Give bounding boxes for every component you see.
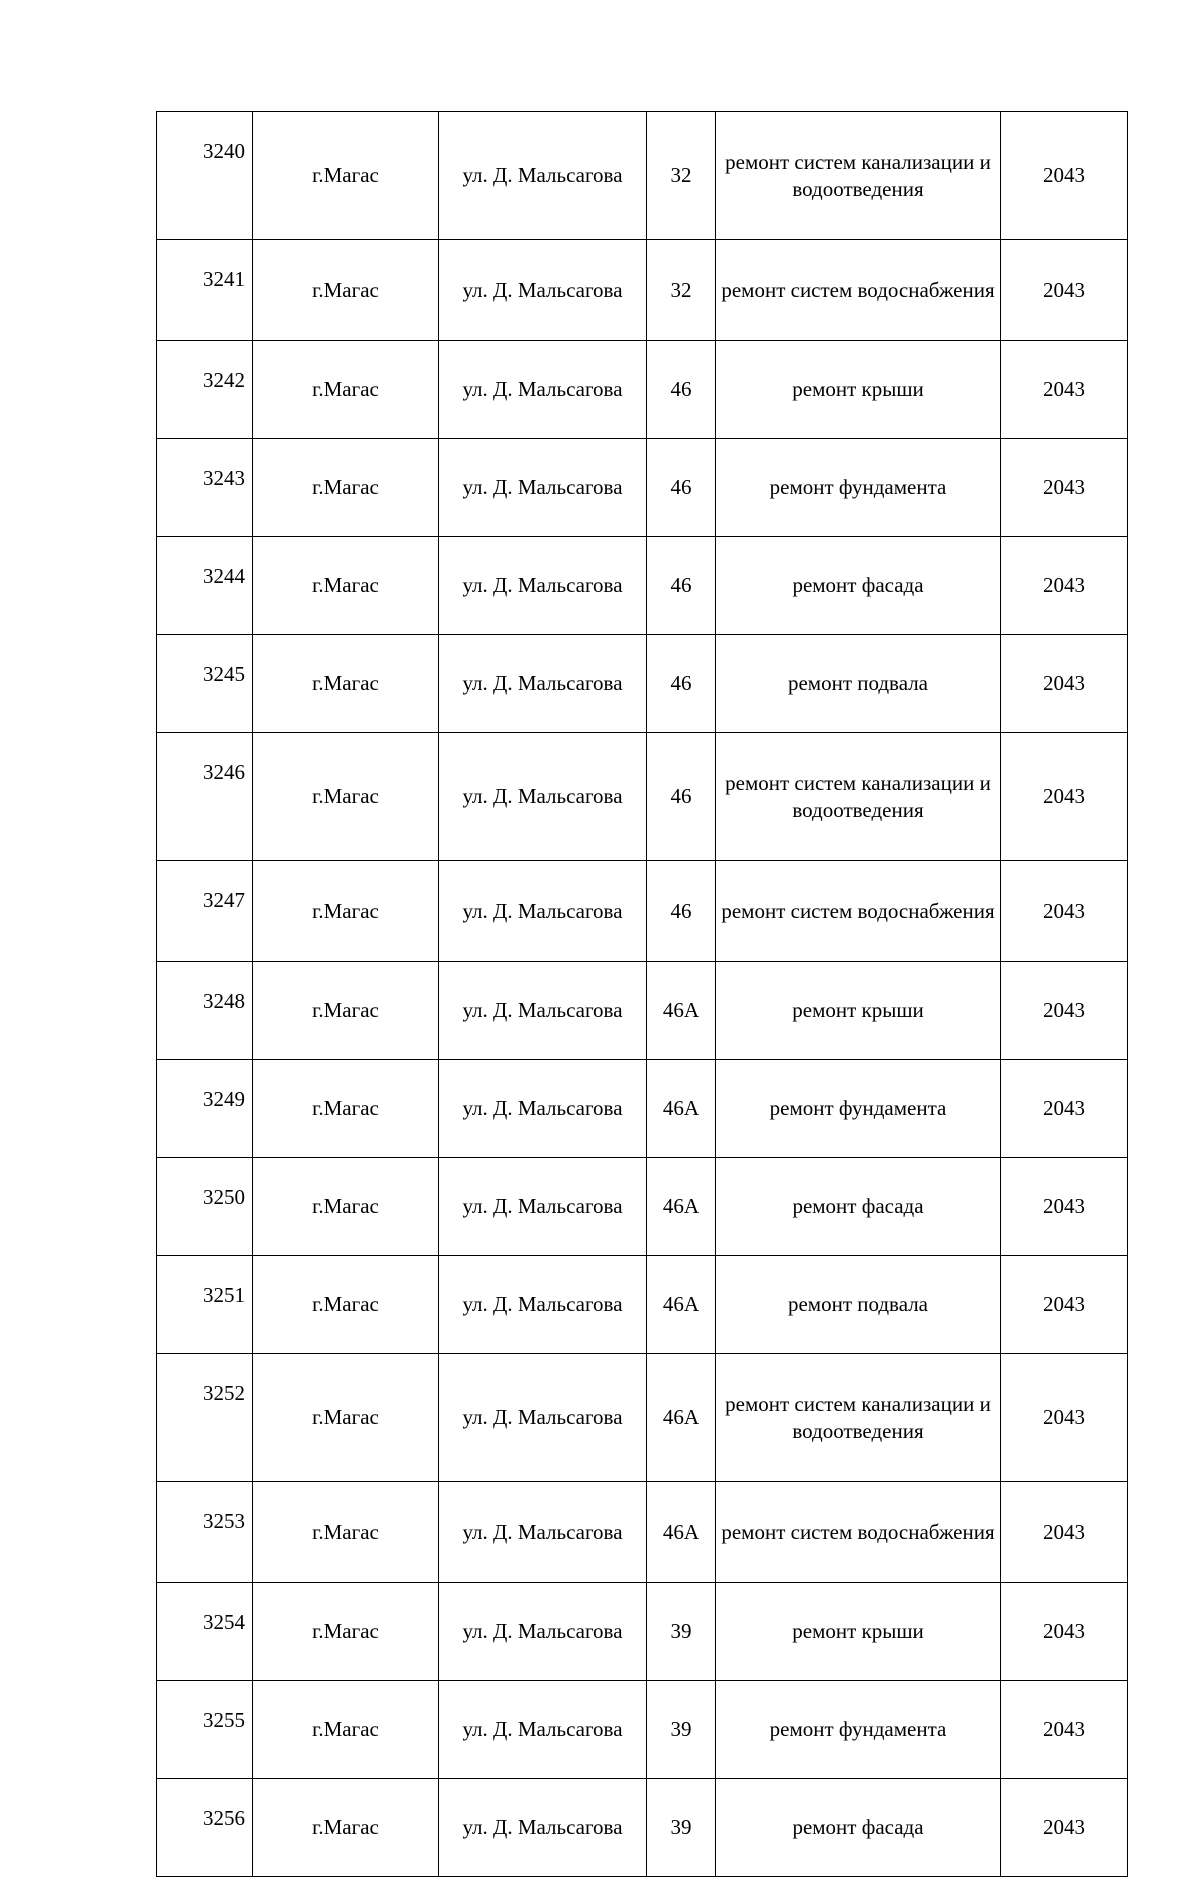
table-row xyxy=(157,1354,1128,1482)
work-type-cell: ремонт подвала xyxy=(716,635,1001,733)
city-cell: г.Магас xyxy=(253,1354,439,1482)
table-body xyxy=(157,112,1128,1877)
year-cell: 2043 xyxy=(1001,962,1128,1060)
row-number-cell: 3244 xyxy=(157,537,253,635)
street-cell: ул. Д. Мальсагова xyxy=(439,439,647,537)
repair-schedule-table xyxy=(156,111,1128,1877)
city-cell: г.Магас xyxy=(253,1583,439,1681)
house-number-cell: 46А xyxy=(647,1354,716,1482)
street-cell: ул. Д. Мальсагова xyxy=(439,1482,647,1583)
row-number-cell: 3256 xyxy=(157,1779,253,1877)
work-type-cell: ремонт фасада xyxy=(716,537,1001,635)
year-cell: 2043 xyxy=(1001,341,1128,439)
city-cell: г.Магас xyxy=(253,1256,439,1354)
work-type-cell: ремонт систем водоснабжения xyxy=(716,240,1001,341)
row-number-cell: 3246 xyxy=(157,733,253,861)
row-number-cell: 3247 xyxy=(157,861,253,962)
table-row xyxy=(157,635,1128,733)
work-type-cell: ремонт фундамента xyxy=(716,439,1001,537)
year-cell: 2043 xyxy=(1001,537,1128,635)
city-cell: г.Магас xyxy=(253,537,439,635)
house-number-cell: 39 xyxy=(647,1779,716,1877)
city-cell: г.Магас xyxy=(253,1158,439,1256)
row-number-cell: 3255 xyxy=(157,1681,253,1779)
work-type-cell: ремонт крыши xyxy=(716,1583,1001,1681)
table-row xyxy=(157,962,1128,1060)
year-cell: 2043 xyxy=(1001,439,1128,537)
work-type-cell: ремонт систем канализации и водоотведения xyxy=(716,1354,1001,1482)
house-number-cell: 46 xyxy=(647,635,716,733)
street-cell: ул. Д. Мальсагова xyxy=(439,962,647,1060)
house-number-cell: 46 xyxy=(647,439,716,537)
table-row xyxy=(157,1256,1128,1354)
table-row xyxy=(157,439,1128,537)
year-cell: 2043 xyxy=(1001,1681,1128,1779)
city-cell: г.Магас xyxy=(253,1681,439,1779)
house-number-cell: 46 xyxy=(647,861,716,962)
work-type-cell: ремонт систем канализации и водоотведения xyxy=(716,112,1001,240)
work-type-cell: ремонт фундамента xyxy=(716,1060,1001,1158)
year-cell: 2043 xyxy=(1001,635,1128,733)
house-number-cell: 32 xyxy=(647,112,716,240)
house-number-cell: 46А xyxy=(647,1256,716,1354)
street-cell: ул. Д. Мальсагова xyxy=(439,537,647,635)
year-cell: 2043 xyxy=(1001,1060,1128,1158)
year-cell: 2043 xyxy=(1001,240,1128,341)
work-type-cell: ремонт систем водоснабжения xyxy=(716,861,1001,962)
house-number-cell: 46 xyxy=(647,537,716,635)
city-cell: г.Магас xyxy=(253,240,439,341)
table-row xyxy=(157,861,1128,962)
year-cell: 2043 xyxy=(1001,1779,1128,1877)
year-cell: 2043 xyxy=(1001,861,1128,962)
street-cell: ул. Д. Мальсагова xyxy=(439,112,647,240)
year-cell: 2043 xyxy=(1001,1354,1128,1482)
year-cell: 2043 xyxy=(1001,1482,1128,1583)
work-type-cell: ремонт фасада xyxy=(716,1158,1001,1256)
city-cell: г.Магас xyxy=(253,112,439,240)
house-number-cell: 39 xyxy=(647,1681,716,1779)
city-cell: г.Магас xyxy=(253,341,439,439)
table-row xyxy=(157,537,1128,635)
row-number-cell: 3252 xyxy=(157,1354,253,1482)
work-type-cell: ремонт систем канализации и водоотведения xyxy=(716,733,1001,861)
work-type-cell: ремонт крыши xyxy=(716,962,1001,1060)
year-cell: 2043 xyxy=(1001,112,1128,240)
year-cell: 2043 xyxy=(1001,1583,1128,1681)
work-type-cell: ремонт фасада xyxy=(716,1779,1001,1877)
table-row xyxy=(157,1060,1128,1158)
work-type-cell: ремонт подвала xyxy=(716,1256,1001,1354)
street-cell: ул. Д. Мальсагова xyxy=(439,1681,647,1779)
street-cell: ул. Д. Мальсагова xyxy=(439,341,647,439)
table-row xyxy=(157,112,1128,240)
work-type-cell: ремонт фундамента xyxy=(716,1681,1001,1779)
house-number-cell: 39 xyxy=(647,1583,716,1681)
street-cell: ул. Д. Мальсагова xyxy=(439,1060,647,1158)
row-number-cell: 3248 xyxy=(157,962,253,1060)
street-cell: ул. Д. Мальсагова xyxy=(439,635,647,733)
row-number-cell: 3242 xyxy=(157,341,253,439)
row-number-cell: 3251 xyxy=(157,1256,253,1354)
house-number-cell: 46А xyxy=(647,1482,716,1583)
table-row xyxy=(157,1482,1128,1583)
house-number-cell: 32 xyxy=(647,240,716,341)
table-row xyxy=(157,341,1128,439)
table-row xyxy=(157,1158,1128,1256)
year-cell: 2043 xyxy=(1001,1158,1128,1256)
house-number-cell: 46А xyxy=(647,962,716,1060)
street-cell: ул. Д. Мальсагова xyxy=(439,240,647,341)
table-row xyxy=(157,1583,1128,1681)
street-cell: ул. Д. Мальсагова xyxy=(439,1779,647,1877)
city-cell: г.Магас xyxy=(253,1779,439,1877)
table-row xyxy=(157,240,1128,341)
city-cell: г.Магас xyxy=(253,861,439,962)
city-cell: г.Магас xyxy=(253,1060,439,1158)
table-row xyxy=(157,1681,1128,1779)
street-cell: ул. Д. Мальсагова xyxy=(439,1583,647,1681)
row-number-cell: 3243 xyxy=(157,439,253,537)
table-row xyxy=(157,1779,1128,1877)
house-number-cell: 46А xyxy=(647,1158,716,1256)
row-number-cell: 3245 xyxy=(157,635,253,733)
row-number-cell: 3253 xyxy=(157,1482,253,1583)
row-number-cell: 3249 xyxy=(157,1060,253,1158)
street-cell: ул. Д. Мальсагова xyxy=(439,1354,647,1482)
year-cell: 2043 xyxy=(1001,733,1128,861)
row-number-cell: 3241 xyxy=(157,240,253,341)
street-cell: ул. Д. Мальсагова xyxy=(439,1158,647,1256)
street-cell: ул. Д. Мальсагова xyxy=(439,1256,647,1354)
city-cell: г.Магас xyxy=(253,733,439,861)
row-number-cell: 3240 xyxy=(157,112,253,240)
city-cell: г.Магас xyxy=(253,439,439,537)
city-cell: г.Магас xyxy=(253,1482,439,1583)
city-cell: г.Магас xyxy=(253,635,439,733)
street-cell: ул. Д. Мальсагова xyxy=(439,733,647,861)
city-cell: г.Магас xyxy=(253,962,439,1060)
house-number-cell: 46 xyxy=(647,341,716,439)
house-number-cell: 46А xyxy=(647,1060,716,1158)
year-cell: 2043 xyxy=(1001,1256,1128,1354)
row-number-cell: 3250 xyxy=(157,1158,253,1256)
row-number-cell: 3254 xyxy=(157,1583,253,1681)
table-row xyxy=(157,733,1128,861)
work-type-cell: ремонт крыши xyxy=(716,341,1001,439)
house-number-cell: 46 xyxy=(647,733,716,861)
work-type-cell: ремонт систем водоснабжения xyxy=(716,1482,1001,1583)
street-cell: ул. Д. Мальсагова xyxy=(439,861,647,962)
